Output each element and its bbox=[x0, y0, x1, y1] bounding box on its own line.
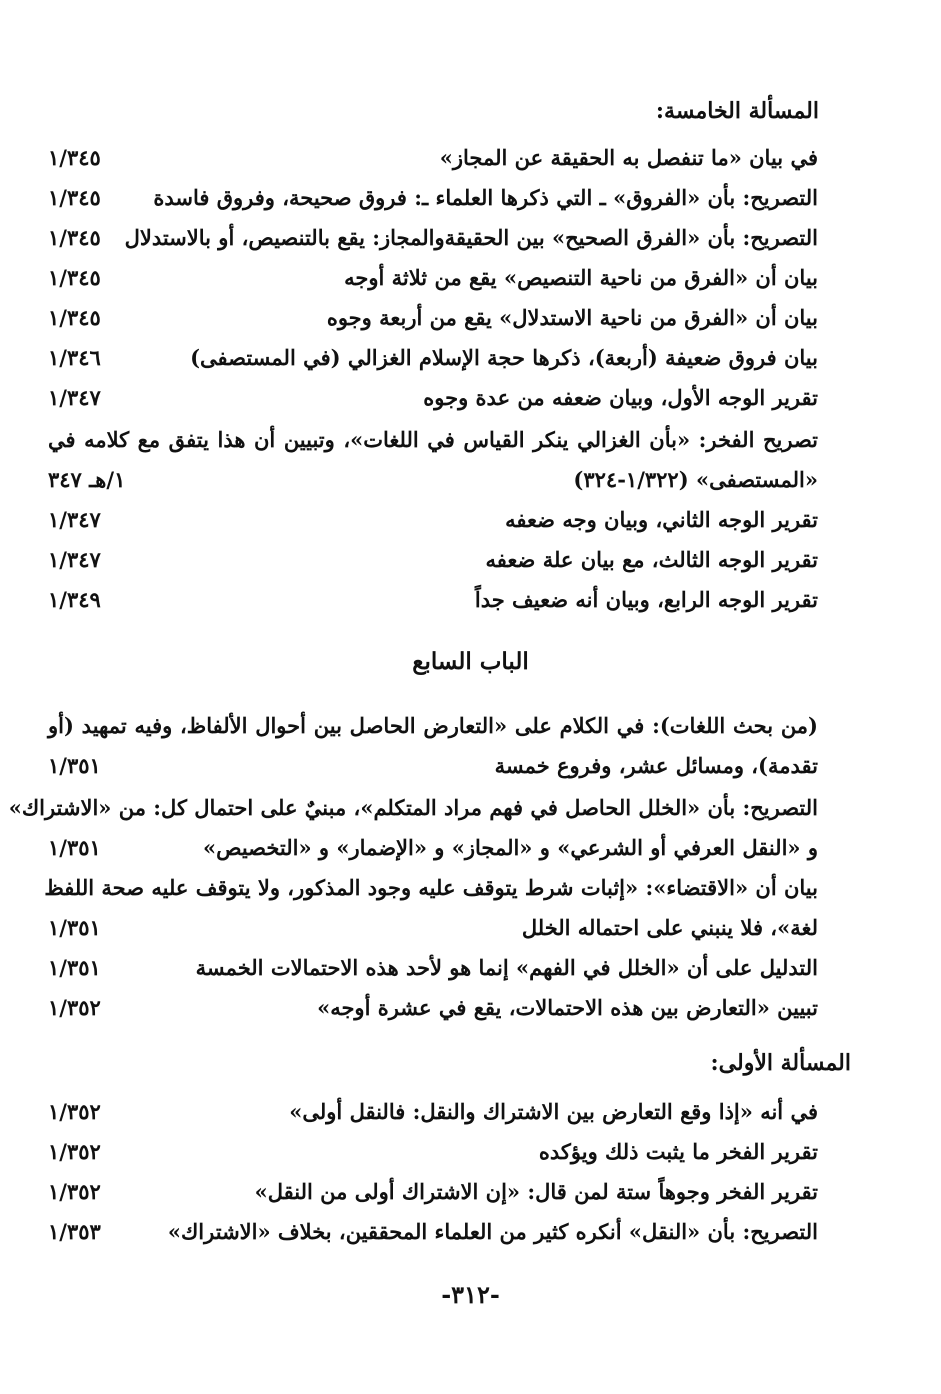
entry-page: ١/٣٥١ bbox=[48, 753, 101, 778]
index-entry bbox=[48, 988, 818, 1028]
entry-text: تقدمة)، ومسائل عشر، وفروع خمسة bbox=[494, 753, 818, 778]
index-entry bbox=[48, 908, 818, 948]
page-number: -٣١٢- bbox=[441, 1280, 500, 1309]
entry-page: ١/٣٤٦ bbox=[48, 345, 101, 370]
index-entry bbox=[48, 500, 818, 540]
entry-text: بيان أن «الفرق من ناحية الاستدلال» يقع من أربعة وجوه bbox=[326, 305, 818, 330]
entry-text: بيان فروق ضعيفة (أربعة)، ذكرها حجة الإسلام الغزالي (في المستصفى) bbox=[190, 345, 818, 370]
entry-text: (من بحث اللغات): في الكلام على «التعارض الحاصل بين أحوال الألفاظ، وفيه تمهيد (أو bbox=[48, 713, 818, 738]
entry-text: التصريح: بأن «النقل» أنكره كثير من العلماء المحققين، بخلاف «الاشتراك» bbox=[167, 1219, 818, 1244]
entry-text: «المستصفى» (١/٣٢٢-٣٢٤) bbox=[573, 467, 818, 492]
entry-page: ١/٣٥٢ bbox=[48, 1099, 101, 1124]
entry-page: ١/٣٤٥ bbox=[48, 225, 101, 250]
entry-page: ١/٣٤٥ bbox=[48, 145, 101, 170]
entry-text: تقرير الوجه الثالث، مع بيان علة ضعفه bbox=[485, 547, 818, 572]
entry-text: تقرير الفخر وجوهاً ستة لمن قال: «إن الاشتراك أولى من النقل» bbox=[254, 1179, 818, 1204]
entry-text: تصريح الفخر: «بأن الغزالي ينكر القياس في اللغات»، وتبيين أن هذا يتفق مع كلامه في bbox=[48, 427, 818, 452]
index-entry bbox=[48, 218, 818, 258]
entry-text: تبيين «التعارض بين هذه الاحتمالات، يقع في عشرة أوجه» bbox=[317, 995, 818, 1020]
index-entry bbox=[48, 1172, 818, 1212]
index-entry bbox=[48, 138, 818, 178]
entry-text: تقرير الوجه الرابع، وبيان أنه ضعيف جداً bbox=[474, 587, 818, 612]
entry-text: التدليل على أن «الخلل في الفهم» إنما هو لأحد هذه الاحتمالات الخمسة bbox=[195, 955, 818, 980]
entry-text: في أنه «إذا وقع التعارض بين الاشتراك والنقل: فالنقل أولى» bbox=[289, 1099, 818, 1124]
entry-text: التصريح: بأن «الخلل الحاصل في فهم مراد المتكلم»، مبنيٌ على احتمال كل: من «الاشتراك» bbox=[8, 795, 818, 820]
index-entry bbox=[48, 298, 818, 338]
index-entry bbox=[48, 1212, 818, 1252]
index-entry bbox=[48, 420, 818, 460]
index-entry bbox=[48, 338, 818, 378]
index-entry bbox=[48, 258, 818, 298]
index-entry bbox=[48, 706, 818, 746]
index-entry bbox=[48, 1132, 818, 1172]
entry-text: تقرير الوجه الأول، وبيان ضعفه من عدة وجوه bbox=[423, 385, 818, 410]
index-entry bbox=[48, 828, 818, 868]
entry-text: و «النقل العرفي أو الشرعي» و «المجاز» و «الإضمار» و «التخصيص» bbox=[202, 835, 818, 860]
index-entry bbox=[48, 460, 818, 500]
entry-page: ١/٣٥٢ bbox=[48, 995, 101, 1020]
index-entry bbox=[8, 788, 818, 828]
entry-page: ١/٣٥١ bbox=[48, 915, 101, 940]
entry-text: التصريح: بأن «الفروق» ـ التي ذكرها العلماء ـ: فروق صحيحة، وفروق فاسدة bbox=[153, 185, 818, 210]
entry-page: ١/٣٤٧ bbox=[48, 507, 101, 532]
entry-page: ١/٣٤٥ bbox=[48, 185, 101, 210]
entry-text: التصريح: بأن «الفرق الصحيح» بين الحقيقةوالمجاز: يقع بالتنصيص، أو بالاستدلال bbox=[124, 225, 818, 250]
entry-page: ١/٣٥١ bbox=[48, 835, 101, 860]
entry-page: ١/٣٤٥ bbox=[48, 265, 101, 290]
section-heading: المسألة الأولى: bbox=[710, 1050, 851, 1076]
entry-text: لغة»، فلا ينبني على احتماله الخلل bbox=[521, 915, 818, 940]
index-entry bbox=[44, 868, 818, 908]
entry-page: ١/٣٥٢ bbox=[48, 1179, 101, 1204]
index-entry bbox=[48, 178, 818, 218]
index-entry bbox=[48, 580, 818, 620]
chapter-title: الباب السابع bbox=[412, 648, 529, 675]
entry-text: تقرير الفخر ما يثبت ذلك ويؤكده bbox=[538, 1139, 818, 1164]
index-entry bbox=[48, 540, 818, 580]
index-entry bbox=[48, 1092, 818, 1132]
entry-page: ١/٣٥١ bbox=[48, 955, 101, 980]
entry-page: ١/هـ ٣٤٧ bbox=[48, 467, 126, 492]
entry-page: ١/٣٤٩ bbox=[48, 587, 101, 612]
entry-text: بيان أن «الفرق من ناحية التنصيص» يقع من ثلاثة أوجه bbox=[344, 265, 818, 290]
entry-page: ١/٣٥٢ bbox=[48, 1139, 101, 1164]
entry-page: ١/٣٤٧ bbox=[48, 385, 101, 410]
index-entry bbox=[48, 746, 818, 786]
entry-text: في بيان «ما تنفصل به الحقيقة عن المجاز» bbox=[439, 145, 818, 170]
index-entry bbox=[48, 378, 818, 418]
entry-page: ١/٣٥٣ bbox=[48, 1219, 101, 1244]
entry-text: بيان أن «الاقتضاء»: «إثبات شرط يتوقف عليه وجود المذكور، ولا يتوقف عليه صحة اللفظ bbox=[44, 875, 818, 900]
entry-page: ١/٣٤٧ bbox=[48, 547, 101, 572]
section-heading: المسألة الخامسة: bbox=[655, 98, 819, 124]
entry-text: تقرير الوجه الثاني، وبيان وجه ضعفه bbox=[505, 507, 818, 532]
entry-page: ١/٣٤٥ bbox=[48, 305, 101, 330]
index-entry bbox=[48, 948, 818, 988]
